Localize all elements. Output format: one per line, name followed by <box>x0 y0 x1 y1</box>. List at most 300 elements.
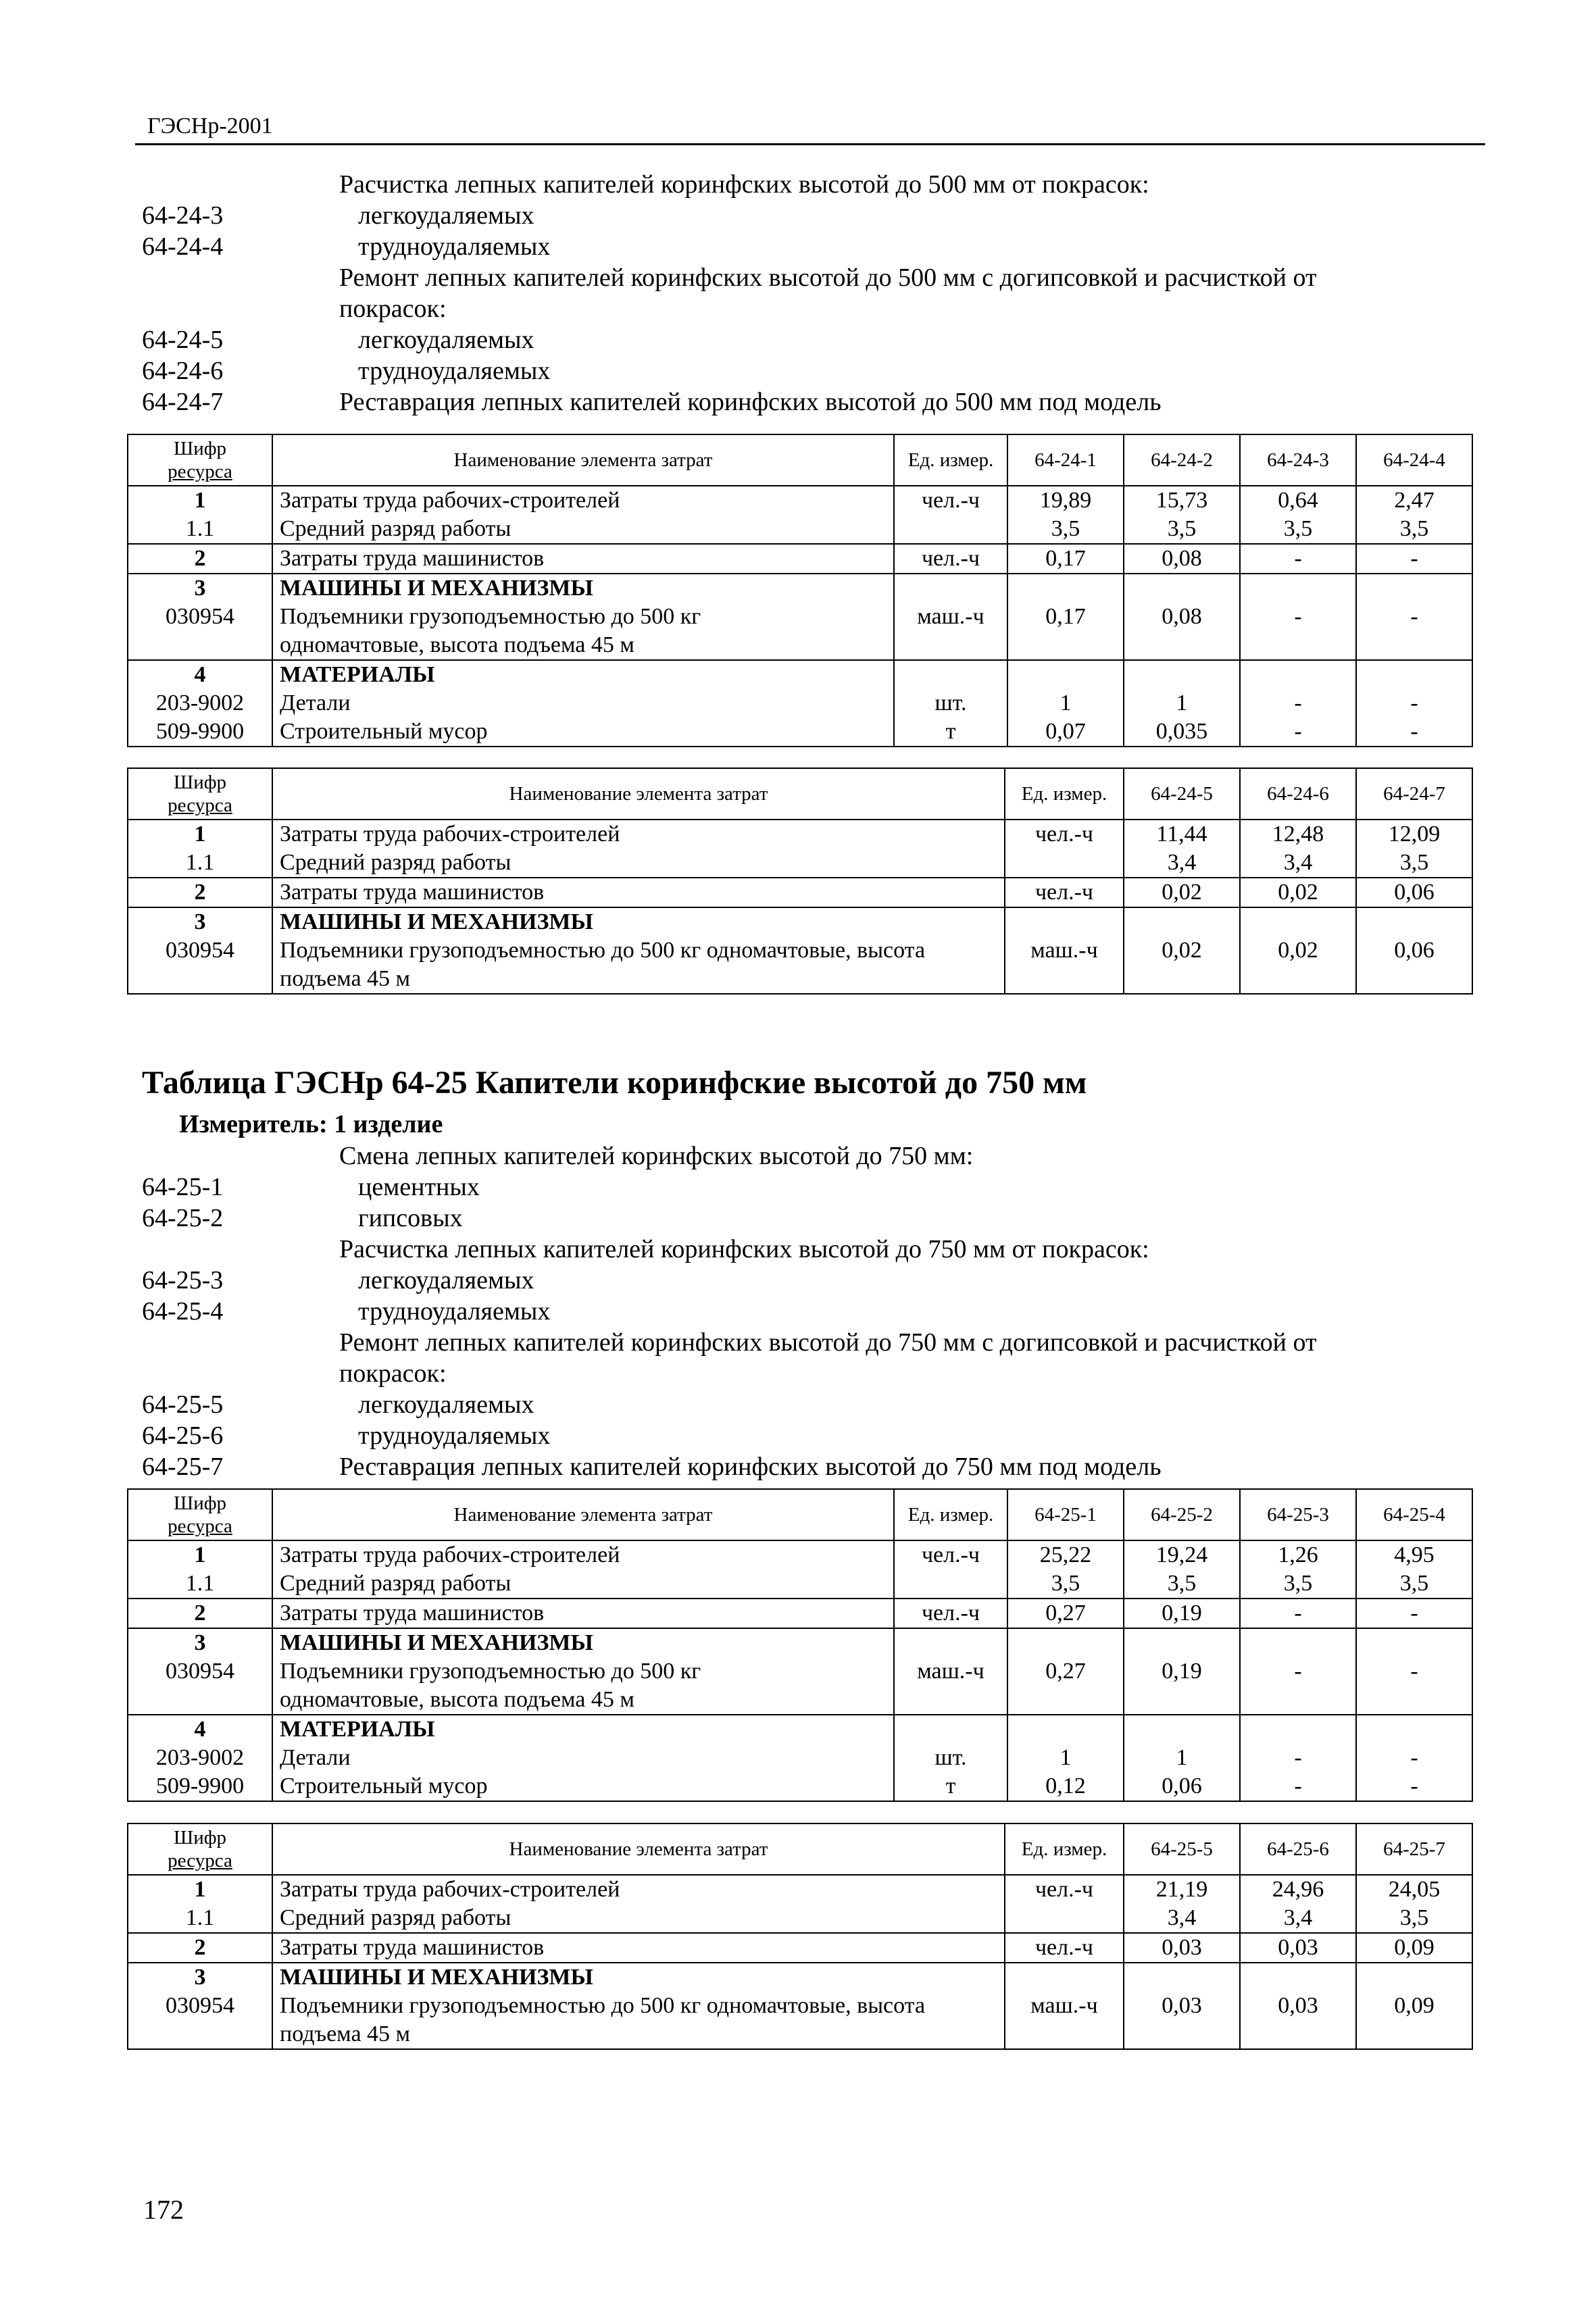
cost-element-cell <box>272 1963 1005 2049</box>
value-cell <box>1124 1933 1240 1963</box>
norm-value: 0,02 <box>1278 938 1318 963</box>
cost-element-name: Затраты труда рабочих-строителей <box>280 1542 620 1567</box>
unit-value: маш.-ч <box>917 604 984 629</box>
norm-value: - <box>1294 1659 1302 1684</box>
norm-value: - <box>1294 604 1302 629</box>
cost-element-cell <box>272 1599 894 1628</box>
code-list-item <box>142 1234 1426 1265</box>
cost-element-name: Строительный мусор <box>280 1774 488 1799</box>
norm-value: 0,27 <box>1045 1659 1086 1684</box>
unit-cell <box>1005 907 1124 994</box>
document-code: ГЭСНр-2001 <box>147 114 273 139</box>
cost-element-name: Затраты труда рабочих-строителей <box>280 1877 620 1902</box>
value-spacer <box>1015 661 1116 689</box>
unit-cell <box>894 660 1007 747</box>
header-col-64-24-2: 64-24-2 <box>1124 434 1240 486</box>
value-cell <box>1356 574 1472 660</box>
unit-value: маш.-ч <box>1030 1993 1098 2018</box>
item-text: Реставрация лепных капителей коринфских высотой до 500 мм под модель <box>339 388 1162 416</box>
value-cell <box>1124 544 1240 574</box>
resource-code-cell <box>128 1599 272 1628</box>
table-row <box>128 907 1472 994</box>
norm-value: 3,4 <box>1283 850 1313 875</box>
norm-value: 0,02 <box>1162 938 1202 963</box>
norm-value: 21,19 <box>1155 1877 1208 1902</box>
cost-element-name: Подъемники грузоподъемностью до 500 кг <box>280 604 701 629</box>
header-shifr-line1: Шифр <box>173 1827 227 1848</box>
value-cell <box>1356 878 1472 907</box>
norm-value: 1 <box>1059 1745 1072 1770</box>
norm-value: - <box>1410 546 1418 571</box>
unit-value: т <box>945 719 956 744</box>
resource-code: 1.1 <box>185 850 215 875</box>
code-list-item <box>142 231 1426 262</box>
norm-value: - <box>1410 1774 1418 1799</box>
resource-code: 203-9002 <box>155 1745 245 1770</box>
unit-value: чел.-ч <box>921 546 980 571</box>
item-code: 64-25-3 <box>142 1266 224 1294</box>
norm-value: 3,5 <box>1399 850 1429 875</box>
table-row <box>128 574 1472 660</box>
norm-value: 4,95 <box>1394 1542 1435 1567</box>
value-cell <box>1356 660 1472 747</box>
value-cell <box>1124 1875 1240 1933</box>
norm-value: 3,4 <box>1167 1905 1197 1930</box>
cost-element-name: Затраты труда машинистов <box>280 546 545 571</box>
norm-value: 19,24 <box>1155 1542 1208 1567</box>
unit-spacer <box>901 1715 1000 1744</box>
value-cell <box>1124 486 1240 544</box>
unit-value: маш.-ч <box>1030 938 1098 963</box>
meter-label: Измеритель: 1 изделие <box>179 1110 443 1138</box>
item-text: легкоудаляемых <box>358 201 534 230</box>
norm-value: 0,035 <box>1155 719 1208 744</box>
norm-table-64-25-1-4 <box>127 1488 1473 1802</box>
value-spacer <box>1131 661 1232 689</box>
resource-code: 2 <box>194 1601 206 1626</box>
resource-code-cell <box>128 1933 272 1963</box>
item-code: 64-25-5 <box>142 1390 224 1419</box>
resource-code: 2 <box>194 1935 206 1960</box>
norm-value: 0,08 <box>1162 604 1202 629</box>
resource-code: 3 <box>194 1965 206 1990</box>
table-header-row <box>128 434 1472 486</box>
resource-code: 1 <box>194 1542 206 1567</box>
cost-element-name: одномачтовые, высота подъема 45 м <box>280 1687 634 1712</box>
cost-element-name: Подъемники грузоподъемностью до 500 кг одномачтовые, высота <box>280 1993 926 2018</box>
cost-element-name: Детали <box>280 690 351 715</box>
header-col-64-24-7: 64-24-7 <box>1356 768 1472 820</box>
resource-code-cell <box>128 1715 272 1801</box>
norm-value: 0,12 <box>1045 1774 1086 1799</box>
unit-cell <box>894 544 1007 574</box>
resource-code: 1 <box>194 488 206 513</box>
value-cell <box>1124 907 1240 994</box>
value-cell <box>1356 1599 1472 1628</box>
item-text: цементных <box>358 1173 480 1201</box>
value-cell <box>1124 1540 1240 1599</box>
unit-cell <box>894 1628 1007 1715</box>
item-text: трудноудаляемых <box>358 1297 551 1326</box>
code-list-item <box>142 262 1426 293</box>
value-cell <box>1124 820 1240 878</box>
unit-cell <box>1005 1933 1124 1963</box>
cost-element-name: Средний разряд работы <box>280 1905 512 1930</box>
item-code: 64-24-7 <box>142 388 224 416</box>
resource-code: 1.1 <box>185 516 215 541</box>
resource-code: 030954 <box>166 1659 234 1684</box>
norm-value: 2,47 <box>1394 488 1435 513</box>
table-row <box>128 544 1472 574</box>
resource-code: 4 <box>194 662 206 687</box>
code-list-item <box>142 169 1426 200</box>
resource-code-cell <box>128 660 272 747</box>
resource-code: 030954 <box>166 938 234 963</box>
resource-code-cell <box>128 878 272 907</box>
code-list-item <box>142 293 1426 324</box>
norm-value: - <box>1410 604 1418 629</box>
norm-table-64-25-5-7 <box>127 1823 1473 2050</box>
norm-value: 0,03 <box>1162 1935 1202 1960</box>
value-cell <box>1124 1963 1240 2049</box>
value-cell <box>1240 907 1356 994</box>
norm-value: - <box>1294 546 1302 571</box>
norm-value: 3,5 <box>1167 516 1197 541</box>
norm-value: - <box>1410 690 1418 715</box>
item-code: 64-25-4 <box>142 1297 224 1326</box>
norm-value: 19,89 <box>1039 488 1092 513</box>
cost-element-name: одномачтовые, высота подъема 45 м <box>280 632 634 657</box>
item-text: Ремонт лепных капителей коринфских высотой до 500 мм с догипсовкой и расчисткой от <box>339 263 1317 292</box>
item-code: 64-25-7 <box>142 1453 224 1481</box>
item-code: 64-24-4 <box>142 232 224 261</box>
norm-value: 24,05 <box>1388 1877 1441 1902</box>
table-row <box>128 878 1472 907</box>
code-list-item <box>142 1203 1426 1234</box>
item-code: 64-24-6 <box>142 357 224 385</box>
norm-value: 0,06 <box>1394 938 1435 963</box>
resource-code: 203-9002 <box>155 690 245 715</box>
value-spacer <box>1247 661 1349 689</box>
cost-element-name: Подъемники грузоподъемностью до 500 кг одномачтовые, высота <box>280 938 926 963</box>
header-col-64-24-5: 64-24-5 <box>1124 768 1240 820</box>
unit-cell <box>1005 878 1124 907</box>
header-col-64-25-6: 64-25-6 <box>1240 1823 1356 1875</box>
value-cell <box>1240 1933 1356 1963</box>
header-col-64-25-7: 64-25-7 <box>1356 1823 1472 1875</box>
item-text: гипсовых <box>358 1204 463 1232</box>
code-list-item <box>142 1420 1426 1451</box>
unit-cell <box>1005 820 1124 878</box>
item-text: Ремонт лепных капителей коринфских высотой до 750 мм с догипсовкой и расчисткой от <box>339 1328 1317 1357</box>
cost-element-name: Детали <box>280 1745 351 1770</box>
code-list-item <box>142 324 1426 355</box>
unit-value: т <box>945 1774 956 1799</box>
table-row <box>128 1715 1472 1801</box>
header-name: Наименование элемента затрат <box>272 768 1005 820</box>
header-unit: Ед. измер. <box>1005 768 1124 820</box>
resource-code: 2 <box>194 880 206 905</box>
item-code: 64-24-5 <box>142 326 224 354</box>
norm-value: 3,5 <box>1051 516 1080 541</box>
value-cell <box>1356 1715 1472 1801</box>
norm-value: - <box>1410 1659 1418 1684</box>
value-cell <box>1124 660 1240 747</box>
code-list-item <box>142 200 1426 231</box>
header-shifr <box>128 1823 272 1875</box>
value-cell <box>1240 1540 1356 1599</box>
cost-element-cell <box>272 486 894 544</box>
cost-element-cell <box>272 660 894 747</box>
value-cell <box>1240 1963 1356 2049</box>
table-header-row <box>128 768 1472 820</box>
header-shifr-line2: ресурса <box>168 1515 232 1537</box>
norm-value: - <box>1294 719 1302 744</box>
norm-value: 1 <box>1176 690 1188 715</box>
header-col-64-25-4: 64-25-4 <box>1356 1489 1472 1540</box>
norm-value: 1 <box>1176 1745 1188 1770</box>
norm-value: 0,64 <box>1278 488 1318 513</box>
header-col-64-25-3: 64-25-3 <box>1240 1489 1356 1540</box>
resource-code-cell <box>128 1628 272 1715</box>
code-list-64-24 <box>142 169 1426 418</box>
code-list-item <box>142 1296 1426 1327</box>
value-spacer <box>1247 1715 1349 1744</box>
unit-value: чел.-ч <box>1034 880 1094 905</box>
table-row <box>128 820 1472 878</box>
cost-element-name: Затраты труда машинистов <box>280 1935 545 1960</box>
unit-value: шт. <box>934 690 967 715</box>
norm-value: 0,19 <box>1162 1601 1202 1626</box>
value-spacer <box>1131 1715 1232 1744</box>
value-spacer <box>1364 1715 1465 1744</box>
table-header-row <box>128 1489 1472 1540</box>
norm-value: 3,4 <box>1283 1905 1313 1930</box>
resource-code-cell <box>128 907 272 994</box>
norm-value: - <box>1410 1745 1418 1770</box>
value-cell <box>1240 1628 1356 1715</box>
item-code: 64-25-2 <box>142 1204 224 1232</box>
cost-element-name: Затраты труда рабочих-строителей <box>280 822 620 847</box>
resource-code-cell <box>128 1963 272 2049</box>
norm-value: 3,5 <box>1167 1571 1197 1596</box>
code-list-item <box>142 1389 1426 1420</box>
norm-value: - <box>1294 1601 1302 1626</box>
cost-element-name: МАШИНЫ И МЕХАНИЗМЫ <box>280 1965 593 1990</box>
value-cell <box>1007 486 1124 544</box>
norm-value: 0,03 <box>1162 1993 1202 2018</box>
header-name: Наименование элемента затрат <box>272 434 894 486</box>
norm-value: 0,07 <box>1045 719 1086 744</box>
value-cell <box>1240 1599 1356 1628</box>
unit-value: чел.-ч <box>1034 1935 1094 1960</box>
header-col-64-25-1: 64-25-1 <box>1007 1489 1124 1540</box>
value-cell <box>1356 820 1472 878</box>
resource-code: 3 <box>194 1630 206 1655</box>
unit-cell <box>894 1599 1007 1628</box>
item-text: Расчистка лепных капителей коринфских высотой до 500 мм от покрасок: <box>339 170 1149 199</box>
unit-cell <box>894 1715 1007 1801</box>
norm-value: - <box>1294 1745 1302 1770</box>
norm-value: 0,02 <box>1162 880 1202 905</box>
header-col-64-24-3: 64-24-3 <box>1240 434 1356 486</box>
resource-code: 3 <box>194 909 206 934</box>
table-header-row <box>128 1823 1472 1875</box>
value-cell <box>1240 544 1356 574</box>
cost-element-name: Затраты труда рабочих-строителей <box>280 488 620 513</box>
cost-element-name: Строительный мусор <box>280 719 488 744</box>
value-cell <box>1124 574 1240 660</box>
resource-code-cell <box>128 1875 272 1933</box>
code-list-item <box>142 1265 1426 1296</box>
value-cell <box>1356 1540 1472 1599</box>
value-cell <box>1240 1875 1356 1933</box>
item-code: 64-25-6 <box>142 1422 224 1450</box>
value-cell <box>1356 1875 1472 1933</box>
norm-value: 0,02 <box>1278 880 1318 905</box>
norm-value: 0,17 <box>1045 546 1086 571</box>
norm-value: 3,5 <box>1399 516 1429 541</box>
item-text: покрасок: <box>339 1359 447 1388</box>
header-unit: Ед. измер. <box>894 1489 1007 1540</box>
unit-value: маш.-ч <box>917 1659 984 1684</box>
resource-code: 1.1 <box>185 1571 215 1596</box>
resource-code: 509-9900 <box>155 719 245 744</box>
header-unit: Ед. измер. <box>894 434 1007 486</box>
code-list-64-25 <box>142 1140 1426 1482</box>
header-unit: Ед. измер. <box>1005 1823 1124 1875</box>
header-shifr-line2: ресурса <box>168 795 232 816</box>
cost-element-cell <box>272 574 894 660</box>
resource-code: 1 <box>194 1877 206 1902</box>
norm-value: 3,5 <box>1399 1571 1429 1596</box>
header-name: Наименование элемента затрат <box>272 1823 1005 1875</box>
cost-element-cell <box>272 820 1005 878</box>
code-list-item <box>142 1327 1426 1358</box>
resource-code: 1 <box>194 822 206 847</box>
cost-element-name: подъема 45 м <box>280 966 411 991</box>
cost-element-cell <box>272 1540 894 1599</box>
norm-value: 0,06 <box>1162 1774 1202 1799</box>
norm-value: - <box>1294 1774 1302 1799</box>
header-rule <box>135 143 1485 145</box>
norm-value: 0,06 <box>1394 880 1435 905</box>
value-cell <box>1124 878 1240 907</box>
value-cell <box>1240 574 1356 660</box>
cost-element-name: МАТЕРИАЛЫ <box>280 1717 435 1742</box>
value-spacer <box>1015 1715 1116 1744</box>
cost-element-name: МАШИНЫ И МЕХАНИЗМЫ <box>280 1630 593 1655</box>
table-title: Таблица ГЭСНр 64-25 Капители коринфские высотой до 750 мм <box>142 1065 1087 1101</box>
cost-element-cell <box>272 1875 1005 1933</box>
norm-value: 24,96 <box>1272 1877 1324 1902</box>
header-name: Наименование элемента затрат <box>272 1489 894 1540</box>
value-cell <box>1240 660 1356 747</box>
header-col-64-24-1: 64-24-1 <box>1007 434 1124 486</box>
item-text: Реставрация лепных капителей коринфских высотой до 750 мм под модель <box>339 1453 1162 1481</box>
resource-code: 2 <box>194 546 206 571</box>
item-text: легкоудаляемых <box>358 1390 534 1419</box>
cost-element-cell <box>272 1628 894 1715</box>
value-cell <box>1124 1715 1240 1801</box>
header-shifr-line1: Шифр <box>173 772 227 793</box>
norm-value: 3,5 <box>1051 1571 1080 1596</box>
table-row <box>128 1875 1472 1933</box>
table-row <box>128 486 1472 544</box>
item-text: легкоудаляемых <box>358 1266 534 1294</box>
cost-element-name: МАШИНЫ И МЕХАНИЗМЫ <box>280 576 593 601</box>
code-list-item <box>142 1358 1426 1389</box>
value-cell <box>1007 574 1124 660</box>
table-row <box>128 1540 1472 1599</box>
cost-element-name: Средний разряд работы <box>280 516 512 541</box>
norm-value: 0,17 <box>1045 604 1086 629</box>
unit-spacer <box>901 661 1000 689</box>
resource-code-cell <box>128 544 272 574</box>
norm-value: 3,5 <box>1283 1571 1313 1596</box>
code-list-item <box>142 386 1426 418</box>
norm-value: - <box>1410 719 1418 744</box>
unit-cell <box>894 1540 1007 1599</box>
table-row <box>128 660 1472 747</box>
value-cell <box>1240 1715 1356 1801</box>
item-text: трудноудаляемых <box>358 1422 551 1450</box>
norm-value: - <box>1294 690 1302 715</box>
item-text: Смена лепных капителей коринфских высотой до 750 мм: <box>339 1142 974 1170</box>
norm-value: 0,19 <box>1162 1659 1202 1684</box>
norm-value: 0,03 <box>1278 1935 1318 1960</box>
norm-value: 3,5 <box>1283 516 1313 541</box>
table-row <box>128 1933 1472 1963</box>
unit-value: шт. <box>934 1745 967 1770</box>
cost-element-name: Затраты труда машинистов <box>280 880 545 905</box>
value-spacer <box>1364 661 1465 689</box>
resource-code: 030954 <box>166 1993 234 2018</box>
code-list-item <box>142 355 1426 386</box>
norm-value: 1,26 <box>1278 1542 1318 1567</box>
value-cell <box>1356 1628 1472 1715</box>
header-shifr <box>128 1489 272 1540</box>
cost-element-name: Средний разряд работы <box>280 850 512 875</box>
header-col-64-24-6: 64-24-6 <box>1240 768 1356 820</box>
norm-value: 25,22 <box>1039 1542 1092 1567</box>
norm-value: - <box>1410 1601 1418 1626</box>
value-cell <box>1356 1933 1472 1963</box>
header-col-64-24-4: 64-24-4 <box>1356 434 1472 486</box>
value-cell <box>1007 1628 1124 1715</box>
header-shifr-line2: ресурса <box>168 461 232 482</box>
resource-code: 1.1 <box>185 1905 215 1930</box>
unit-cell <box>894 486 1007 544</box>
norm-value: 3,4 <box>1167 850 1197 875</box>
cost-element-cell <box>272 878 1005 907</box>
unit-cell <box>1005 1963 1124 2049</box>
value-cell <box>1007 1599 1124 1628</box>
resource-code: 509-9900 <box>155 1774 245 1799</box>
resource-code: 3 <box>194 576 206 601</box>
cost-element-name: Подъемники грузоподъемностью до 500 кг <box>280 1659 701 1684</box>
norm-table-64-24-1-4 <box>127 434 1473 747</box>
norm-value: 0,08 <box>1162 546 1202 571</box>
header-col-64-25-5: 64-25-5 <box>1124 1823 1240 1875</box>
norm-value: 12,48 <box>1272 822 1324 847</box>
cost-element-name: Затраты труда машинистов <box>280 1601 545 1626</box>
resource-code-cell <box>128 1540 272 1599</box>
header-shifr-line1: Шифр <box>173 1492 227 1514</box>
header-shifr <box>128 434 272 486</box>
value-cell <box>1356 544 1472 574</box>
norm-value: 15,73 <box>1155 488 1208 513</box>
